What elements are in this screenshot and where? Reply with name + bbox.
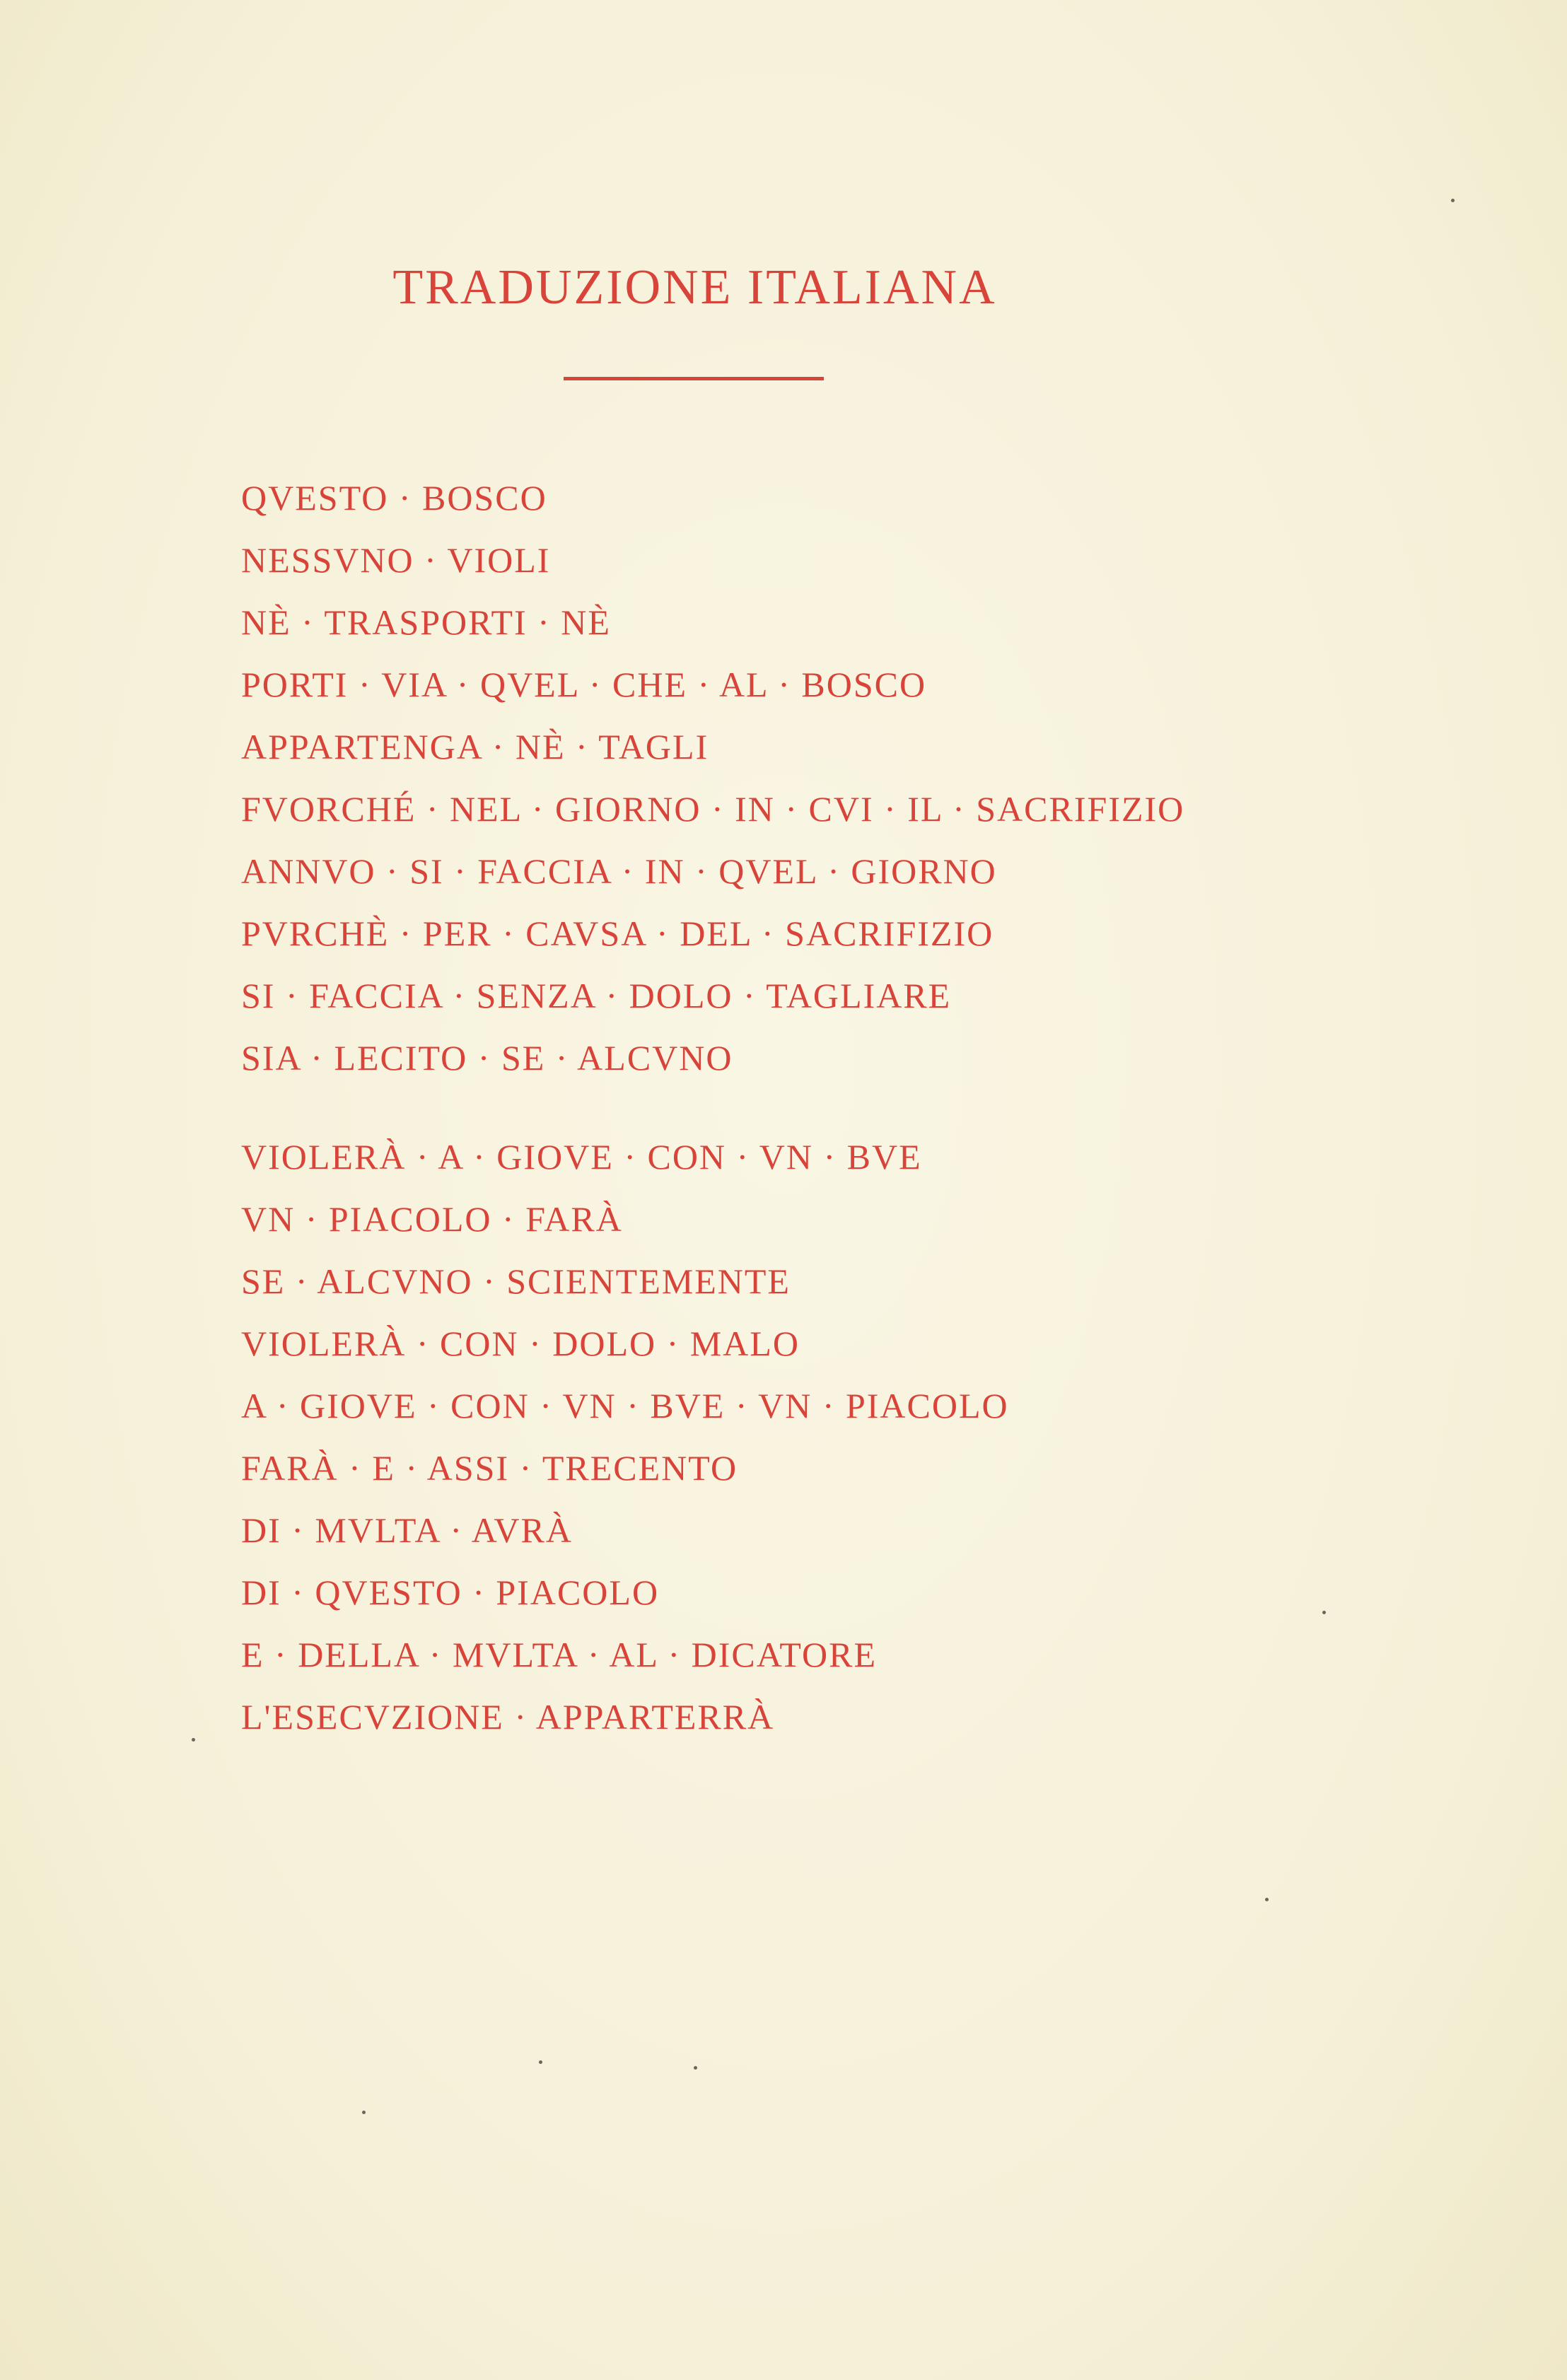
inscription-line: SE · ALCVNO · SCIENTEMENTE [241, 1261, 791, 1301]
inscription-line: DI · QVESTO · PIACOLO [241, 1573, 660, 1612]
page-title: TRADUZIONE ITALIANA [392, 260, 997, 315]
inscription-line: VIOLERÀ · CON · DOLO · MALO [241, 1324, 800, 1363]
paper-speck [192, 1738, 195, 1742]
inscription-line: FARÀ · E · ASSI · TRECENTO [241, 1448, 738, 1488]
inscription-line: NÈ · TRASPORTI · NÈ [241, 602, 611, 642]
paper-speck [1451, 199, 1455, 202]
inscription-line: SI · FACCIA · SENZA · DOLO · TAGLIARE [241, 976, 952, 1015]
paper-speck [1265, 1898, 1269, 1901]
paper-speck [539, 2060, 542, 2064]
inscription-line: QVESTO · BOSCO [241, 478, 547, 518]
inscription-line: PVRCHÈ · PER · CAVSA · DEL · SACRIFIZIO [241, 914, 994, 953]
title-underline-rule [564, 377, 824, 380]
inscription-line: SIA · LECITO · SE · ALCVNO [241, 1038, 733, 1078]
paper-speck [694, 2066, 697, 2070]
inscription-line: PORTI · VIA · QVEL · CHE · AL · BOSCO [241, 665, 927, 704]
inscription-line: FVORCHÉ · NEL · GIORNO · IN · CVI · IL · SACRIFIZIO [241, 789, 1185, 829]
inscription-line: VIOLERÀ · A · GIOVE · CON · VN · BVE [241, 1137, 922, 1177]
inscription-line: ANNVO · SI · FACCIA · IN · QVEL · GIORNO [241, 851, 997, 891]
inscription-line: NESSVNO · VIOLI [241, 540, 551, 580]
paper-speck [1322, 1611, 1326, 1614]
inscription-text [241, 475, 1184, 1756]
inscription-line: L'ESECVZIONE · APPARTERRÀ [241, 1697, 775, 1737]
inscription-line: A · GIOVE · CON · VN · BVE · VN · PIACOLO [241, 1386, 1009, 1425]
inscription-line: DI · MVLTA · AVRÀ [241, 1510, 573, 1550]
inscription-line: E · DELLA · MVLTA · AL · DICATORE [241, 1635, 877, 1674]
inscription-line: VN · PIACOLO · FARÀ [241, 1199, 623, 1239]
inscription-line: APPARTENGA · NÈ · TAGLI [241, 727, 709, 766]
paper-speck [362, 2111, 366, 2114]
